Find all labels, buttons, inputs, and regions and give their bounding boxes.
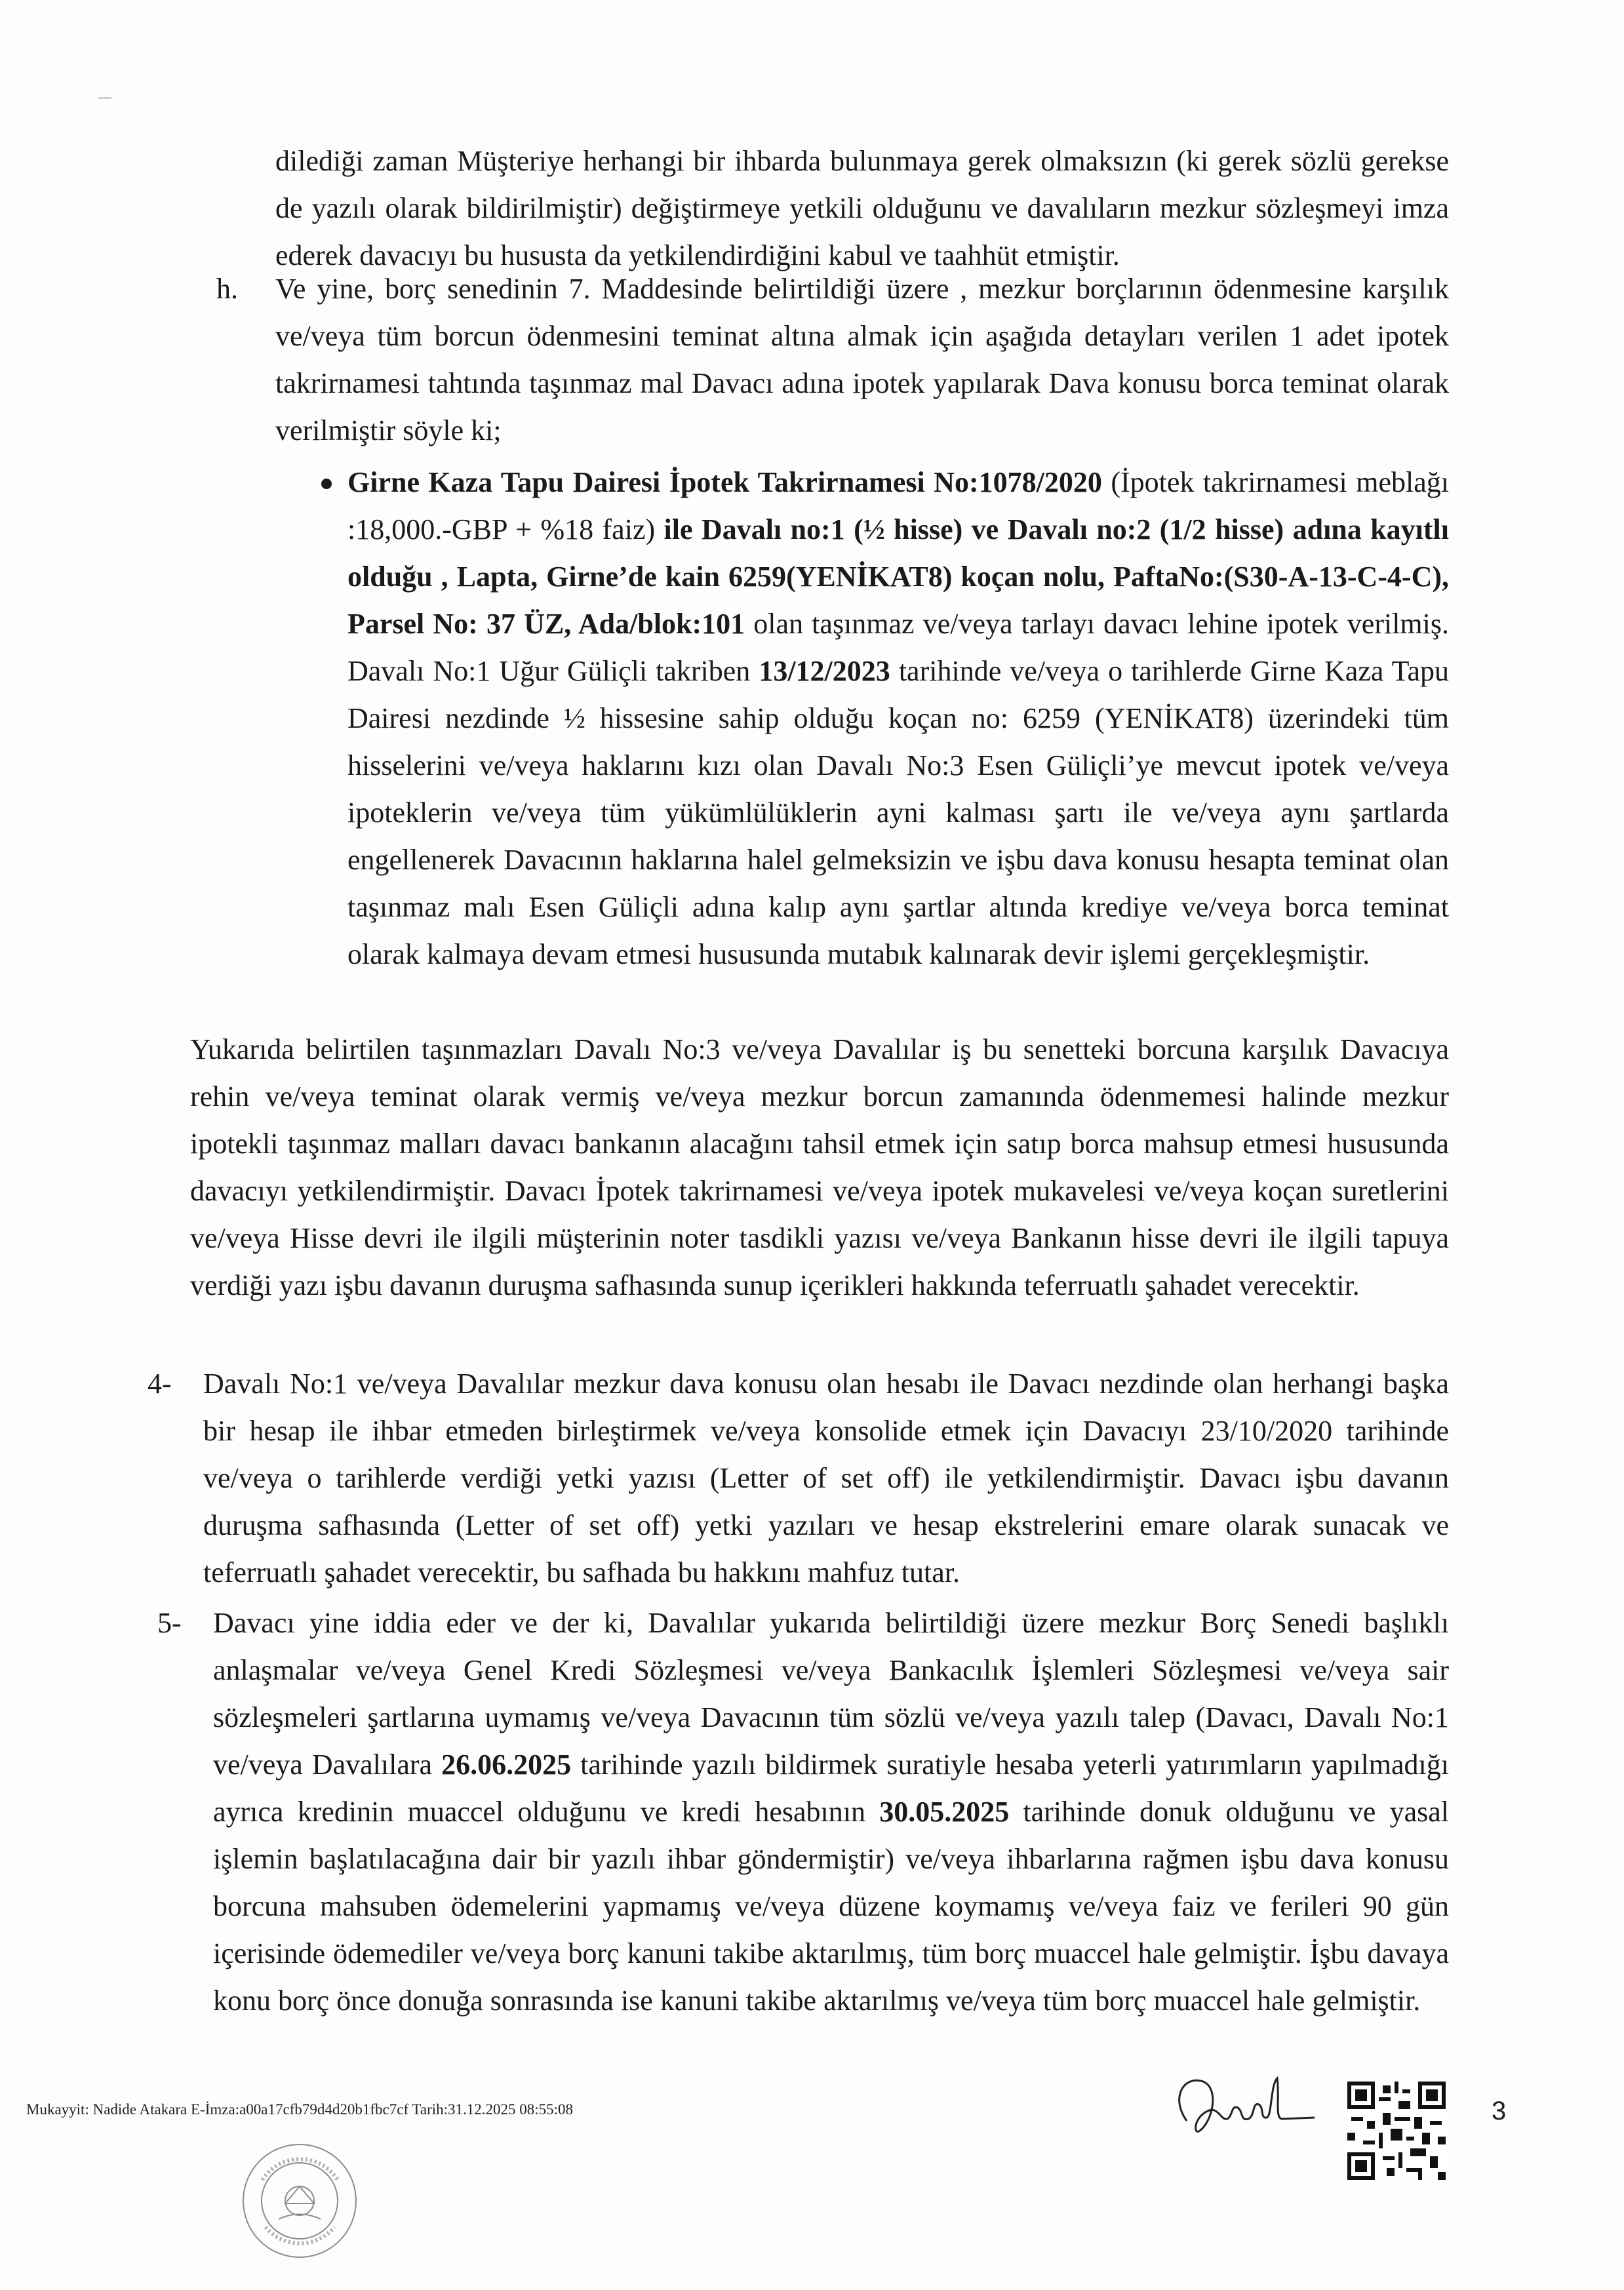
- plain-text: Davacı yine iddia eder ve der ki, Davalılar yukarıda belirtildiği üzere mezkur Borç Senedi başlıklı anlaşmalar ve/veya Genel Kredi Sözleşmesi ve/veya Bankacılık İşlemleri Sözleşmesi ve/veya sair sözleşmeleri şartlarına uymamış ve/veya Davacının tüm sözlü ve/veya yazılı talep (Davacı, Davalı No:1 ve/veya Davalılara: [213, 1607, 1449, 1781]
- plain-text: tarihinde donuk olduğunu ve yasal işlemin başlatılacağına dair bir yazılı ihbar göndermiştir) ve/veya ihbarlarına rağmen işbu dava konusu borcuna mahsuben ödemelerini yapmamış ve/veya düzene koymamış ve/veya faiz ve ferileri 90 gün içerisinde ödemediler ve/veya borç kanuni takibe aktarılmış, tüm borç muaccel hale gelmiştir. İşbu davaya konu borç önce donuğa sonrasında ise kanuni takibe aktarılmış ve/veya tüm borç muaccel hale gelmiştir.: [213, 1796, 1449, 2017]
- item-text: Davalı No:1 ve/veya Davalılar mezkur dava konusu olan hesabı ile Davacı nezdinde olan herhangi başka bir hesap ile ihbar etmeden birleştirmek ve/veya konsolide etmek için Davacıyı 23/10/2020 tarihinde ve/veya o tarihlerde verdiği yetki yazısı (Letter of set off) ile yetkilendirmiştir. Davacı işbu davanın duruşma safhasında (Letter of set off) yetki yazıları ve hesap ekstrelerini emare olarak sunacak ve teferruatlı şahadet verecektir, bu safhada bu hakkını mahfuz tutar.: [203, 1368, 1449, 1589]
- item-text: Ve yine, borç senedinin 7. Maddesinde belirtildiği üzere , mezkur borçlarının ödenmesine karşılık ve/veya tüm borcun ödenmesini teminat altına almak için aşağıda detayları verilen 1 adet ipotek takrirnamesi tahtında taşınmaz mal Davacı adına ipotek yapılarak Dava konusu borca teminat olarak verilmiştir söyle ki;: [275, 273, 1449, 446]
- item-label: h.: [216, 273, 238, 305]
- bullet-dot-icon: [321, 479, 332, 489]
- scan-mark: [98, 97, 111, 99]
- e-signature-note: Mukayyit: Nadide Atakara E-İmza:a00a17cfb79d4d20b1fbc7cf Tarih:31.12.2025 08:55:08: [26, 2101, 574, 2118]
- list-item-5: [157, 1600, 1449, 2024]
- bullet-item-mortgage: [347, 459, 1449, 978]
- handwritten-signature: [1167, 2059, 1318, 2150]
- official-seal-icon: [239, 2141, 361, 2262]
- item-number: 4-: [148, 1368, 172, 1400]
- qr-code-icon: [1347, 2082, 1446, 2180]
- paragraph-continuation: dilediği zaman Müşteriye herhangi bir ihbarda bulunmaya gerek olmaksızın (ki gerek sözlü gerekse de yazılı olarak bildirilmiştir) değiştirmeye yetkili olduğunu ve davalıların mezkur sözleşmeyi imza ederek davacıyı bu hususta da yetkilendirdiğini kabul ve taahhüt etmiştir.: [275, 145, 1449, 271]
- item-number: 5-: [157, 1607, 182, 1639]
- plain-text: tarihinde ve/veya o tarihlerde Girne Kaza Tapu Dairesi nezdinde ½ hissesine sahip olduğu koçan no: 6259 (YENİKAT8) üzerindeki tüm hisselerini ve/veya haklarını kızı olan Davalı No:3 Esen Güliçli’ye mevcut ipotek ve/veya ipoteklerin ve/veya tüm yükümlülüklerin ayni kalması şartı ile ve/veya aynı şartlarda engellenerek Davacının haklarına halel gelmeksizin ve işbu dava konusu hesapta teminat olan taşınmaz malı Esen Güliçli adına kalıp aynı şartlar altında krediye ve/veya borca teminat olarak kalmaya devam etmesi hususunda mutabık kalınarak devir işlemi gerçekleşmiştir.: [347, 655, 1449, 970]
- list-item-4: [148, 1360, 1449, 1596]
- page-number: 3: [1492, 2097, 1507, 2125]
- paragraph-authorization: Yukarıda belirtilen taşınmazları Davalı No:3 ve/veya Davalılar iş bu senetteki borcuna karşılık Davacıya rehin ve/veya teminat olarak vermiş ve/veya mezkur borcun zamanında ödenmemesi halinde mezkur ipotekli taşınmaz malları davacı bankanın alacağını tahsil etmek için satıp borca mahsup etmesi hususunda davacıyı yetkilendirmiştir. Davacı İpotek takrirnamesi ve/veya ipotek mukavelesi ve/veya koçan suretlerini ve/veya Hisse devri ile ilgili müşterinin noter tasdikli yazısı ve/veya Bankanın hisse devri ile ilgili tapuya verdiği yazı işbu davanın duruşma safhasında sunup içerikleri hakkında teferruatlı şahadet verecektir.: [190, 1033, 1449, 1301]
- plain-text: tarihinde yazılı bildirmek suratiyle hesaba yeterli yatırımların yapılmadığı ayrıca kredinin muaccel olduğunu ve kredi hesabının: [213, 1748, 1449, 1828]
- bold-text: Girne Kaza Tapu Dairesi İpotek Takrirnamesi No:1078/2020: [347, 466, 1102, 498]
- bold-text: ile Davalı no:1 (½ hisse) ve Davalı no:2 (1/2 hisse) adına kayıtlı olduğu , Lapta, Girne’de kain 6259(YENİKAT8) koçan nolu, PaftaNo:(S30-A-13-C-4-C), Parsel No: 37 ÜZ, Ada/blok:101: [347, 513, 1449, 640]
- bold-date: 30.05.2025: [879, 1796, 1010, 1828]
- bold-date: 13/12/2023: [759, 655, 890, 687]
- item-text: [213, 1600, 1449, 2024]
- plain-text: olan taşınmaz ve/veya tarlayı davacı lehine ipotek verilmiş. Davalı No:1 Uğur Güliçli takriben: [347, 608, 1449, 687]
- list-item-h: [216, 266, 1449, 454]
- plain-text: (İpotek takrirnamesi meblağı :18,000.-GBP + %18 faiz): [347, 466, 1449, 545]
- bold-date: 26.06.2025: [441, 1748, 572, 1781]
